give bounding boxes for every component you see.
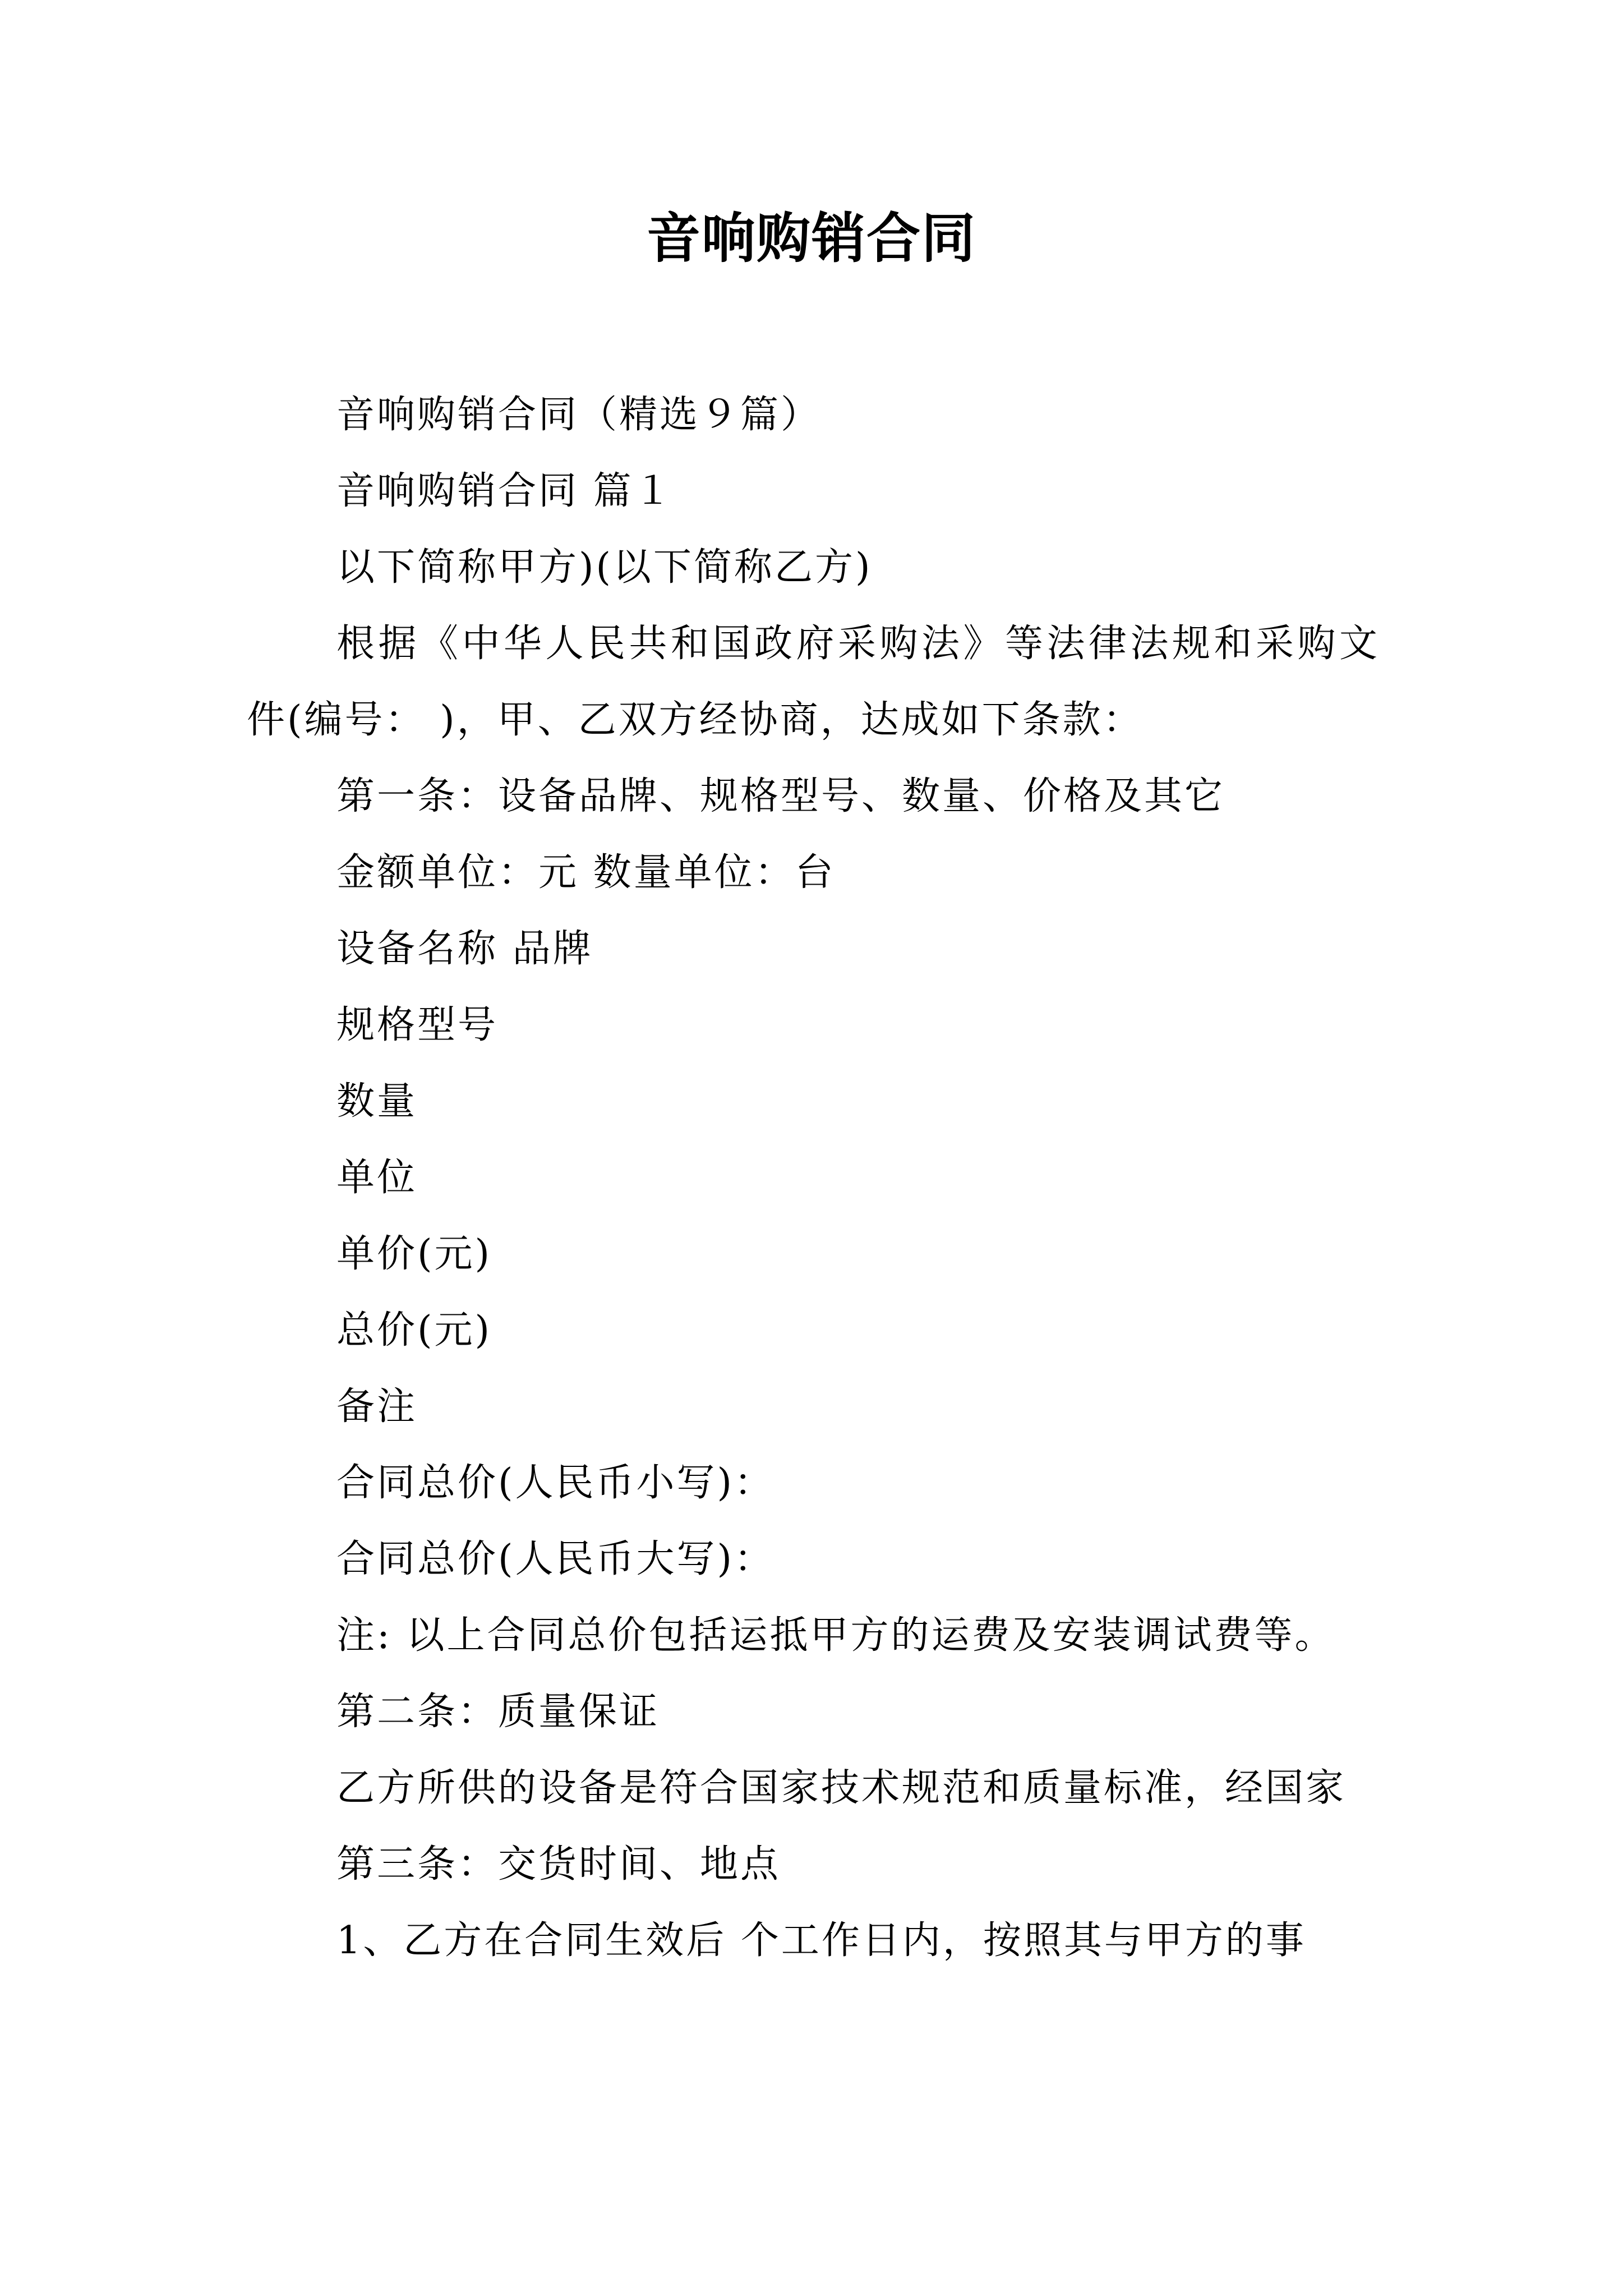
paragraph-quality-statement: 乙方所供的设备是符合国家技术规范和质量标准，经国家 — [336, 1766, 1347, 1810]
paragraph-remarks: 备注 — [336, 1384, 418, 1429]
paragraph-section-heading: 音响购销合同 篇１ — [336, 469, 674, 513]
paragraph-total-price: 总价(元) — [336, 1308, 492, 1352]
paragraph-basis: 根据《中华人民共和国政府采购法》等法律法规和采购文件(编号： )，甲、乙双方经协商，达成如下条款： — [247, 622, 1380, 742]
paragraph-model: 规格型号 — [336, 1003, 499, 1047]
paragraph-note: 注: 以上合同总价包括运抵甲方的运费及安装调试费等。 — [336, 1613, 1335, 1658]
paragraph-total-uppercase: 合同总价(人民币大写)： — [336, 1537, 775, 1581]
document-body — [247, 377, 1380, 1979]
document-title: 音响购销合同 — [647, 206, 976, 270]
paragraph-quantity: 数量 — [336, 1079, 418, 1124]
paragraph-article-3: 第三条：交货时间、地点 — [336, 1842, 781, 1887]
paragraph-article-2: 第二条：质量保证 — [336, 1690, 660, 1734]
paragraph-unit-price: 单价(元) — [336, 1232, 492, 1276]
paragraph-units: 金额单位：元 数量单位：台 — [336, 850, 836, 895]
paragraph-delivery-item-1: 1、乙方在合同生效后 个工作日内，按照其与甲方的事 — [336, 1918, 1306, 1963]
paragraph-parties: 以下简称甲方)(以下简称乙方) — [336, 545, 873, 590]
paragraph-unit: 单位 — [336, 1156, 418, 1200]
paragraph-collection-title: 音响购销合同（精选９篇） — [336, 393, 822, 437]
paragraph-article-1: 第一条：设备品牌、规格型号、数量、价格及其它 — [336, 774, 1225, 818]
paragraph-total-lowercase: 合同总价(人民币小写)： — [336, 1461, 775, 1505]
paragraph-device-brand: 设备名称 品牌 — [336, 927, 593, 971]
